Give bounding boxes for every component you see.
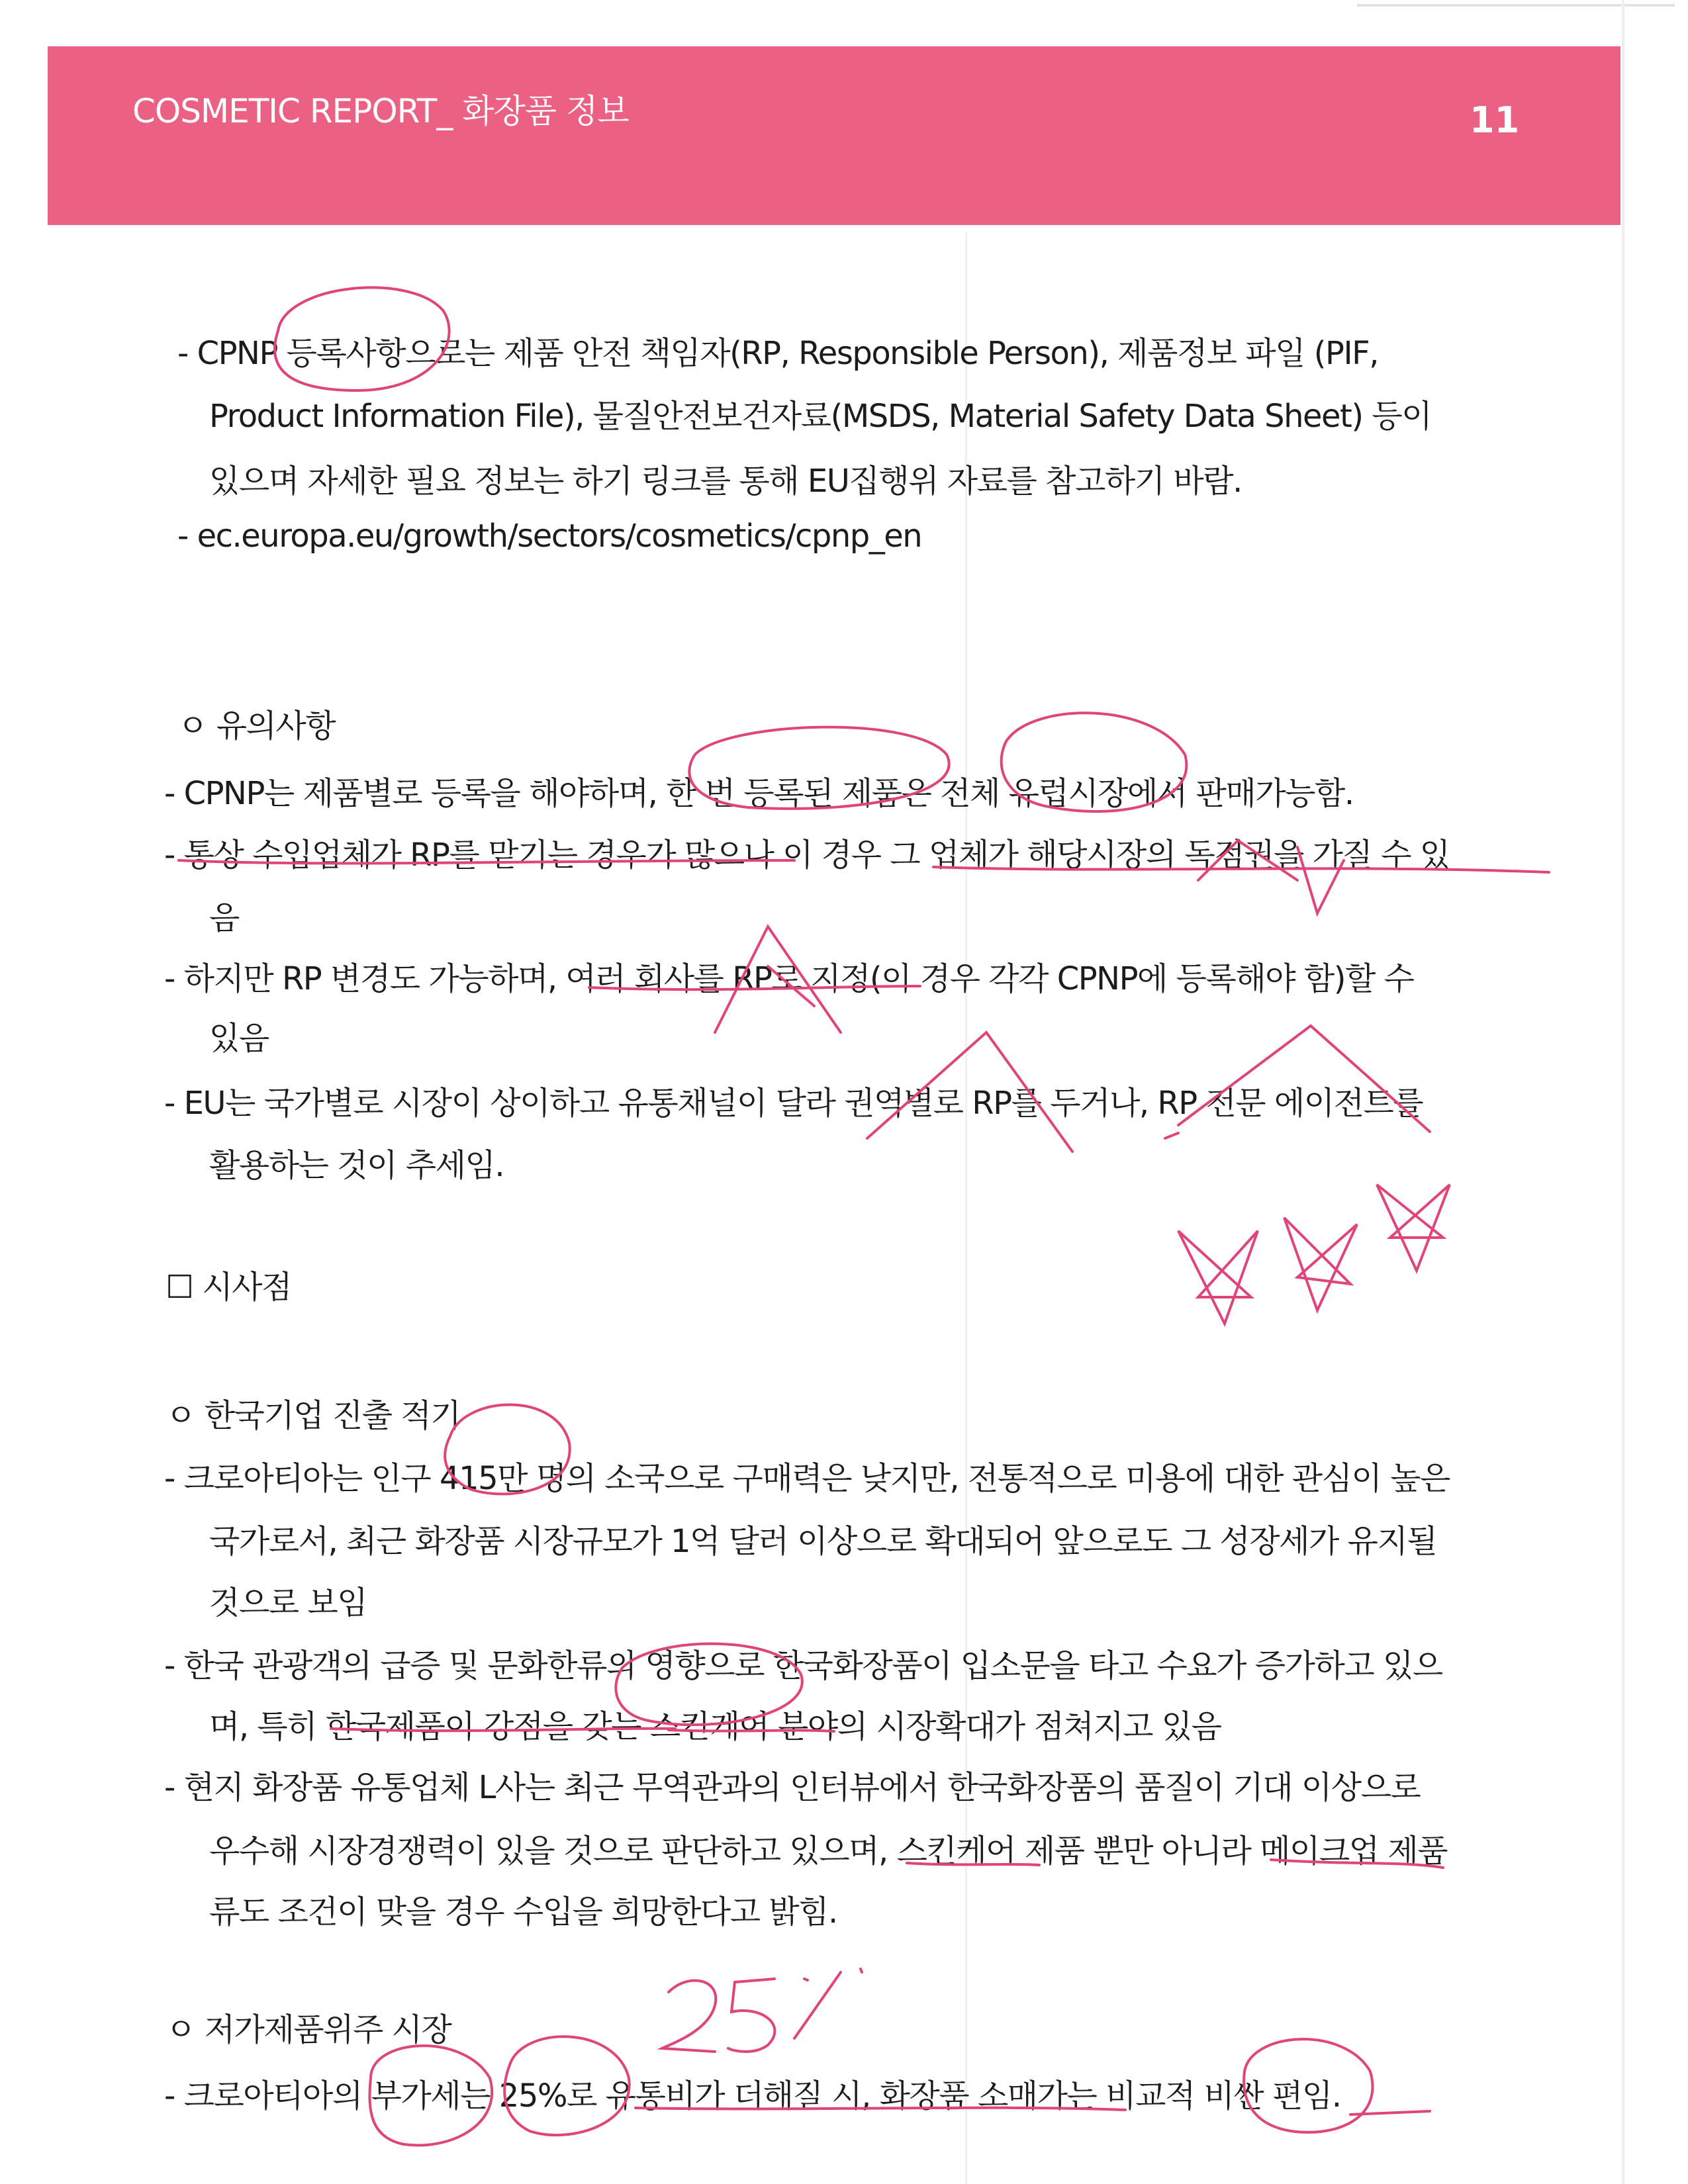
low-price-bullet: - 크로아티아의 부가세는 25%로 유통비가 더해질 시, 화장품 소매가는 비교적 비싼 편임. [164, 2077, 1341, 2115]
korea-fit-bullet-continuation: 며, 특히 한국제품이 강점을 갖는 스킨케어 분야의 시장확대가 점쳐지고 있음 [209, 1708, 1221, 1745]
korea-fit-bullet-continuation: 류도 조건이 맞을 경우 수입을 희망한다고 밝힘. [209, 1893, 837, 1931]
notes-bullet: - CPNP는 제품별로 등록을 해야하며, 한 번 등록된 제품은 전체 유럽시장에서 판매가능함. [164, 775, 1354, 812]
korea-fit-bullet: - 한국 관광객의 급증 및 문화한류의 영향으로 한국화장품이 입소문을 타고 수요가 증가하고 있으 [164, 1647, 1442, 1684]
cpnp-link: - ec.europa.eu/growth/sectors/cosmetics/cpnp_en [177, 518, 922, 555]
notes-bullet: - 하지만 RP 변경도 가능하며, 여러 회사를 RP로 지정(이 경우 각각 CPNP에 등록해야 함)할 수 [164, 960, 1414, 997]
implications-heading: ☐ 시사점 [165, 1269, 291, 1306]
cpnp-paragraph-line: Product Information File), 물질안전보건자료(MSDS, Material Safety Data Sheet) 등이 [209, 398, 1432, 435]
cpnp-paragraph-line: 있으며 자세한 필요 정보는 하기 링크를 통해 EU집행위 자료를 참고하기 바람. [209, 463, 1242, 500]
korea-fit-bullet-continuation: 것으로 보임 [209, 1584, 367, 1621]
notes-bullet-continuation: 음 [209, 899, 239, 936]
notes-bullet: - 통상 수입업체가 RP를 맡기는 경우가 많으나 이 경우 그 업체가 해당시장의 독점권을 가질 수 있 [164, 837, 1450, 874]
notes-heading: ㅇ 유의사항 [177, 707, 336, 745]
report-subtitle: 화장품 정보 [462, 92, 629, 130]
notes-bullet: - EU는 국가별로 시장이 상이하고 유통채널이 달라 권역별로 RP를 두거나, RP 전문 에이전트를 [164, 1085, 1423, 1122]
notes-bullet-continuation: 있음 [209, 1020, 269, 1057]
report-label: COSMETIC REPORT_ [132, 92, 453, 130]
notes-bullet-continuation: 활용하는 것이 추세임. [209, 1147, 504, 1184]
low-price-heading: ㅇ 저가제품위주 시장 [165, 2011, 451, 2048]
korea-fit-bullet: - 현지 화장품 유통업체 L사는 최근 무역관과의 인터뷰에서 한국화장품의 품질이 기대 이상으로 [164, 1769, 1421, 1806]
korea-fit-bullet: - 크로아티아는 인구 415만 명의 소국으로 구매력은 낮지만, 전통적으로 미용에 대한 관심이 높은 [164, 1460, 1450, 1497]
page-number: 11 [1470, 99, 1520, 141]
cpnp-paragraph-line: - CPNP 등록사항으로는 제품 안전 책임자(RP, Responsible Person), 제품정보 파일 (PIF, [177, 335, 1379, 372]
korea-fit-heading: ㅇ 한국기업 진출 적기 [165, 1397, 461, 1434]
korea-fit-bullet-continuation: 국가로서, 최근 화장품 시장규모가 1억 달러 이상으로 확대되어 앞으로도 그 성장세가 유지될 [209, 1523, 1437, 1560]
korea-fit-bullet-continuation: 우수해 시장경쟁력이 있을 것으로 판단하고 있으며, 스킨케어 제품 뿐만 아니라 메이크업 제품 [209, 1833, 1448, 1870]
